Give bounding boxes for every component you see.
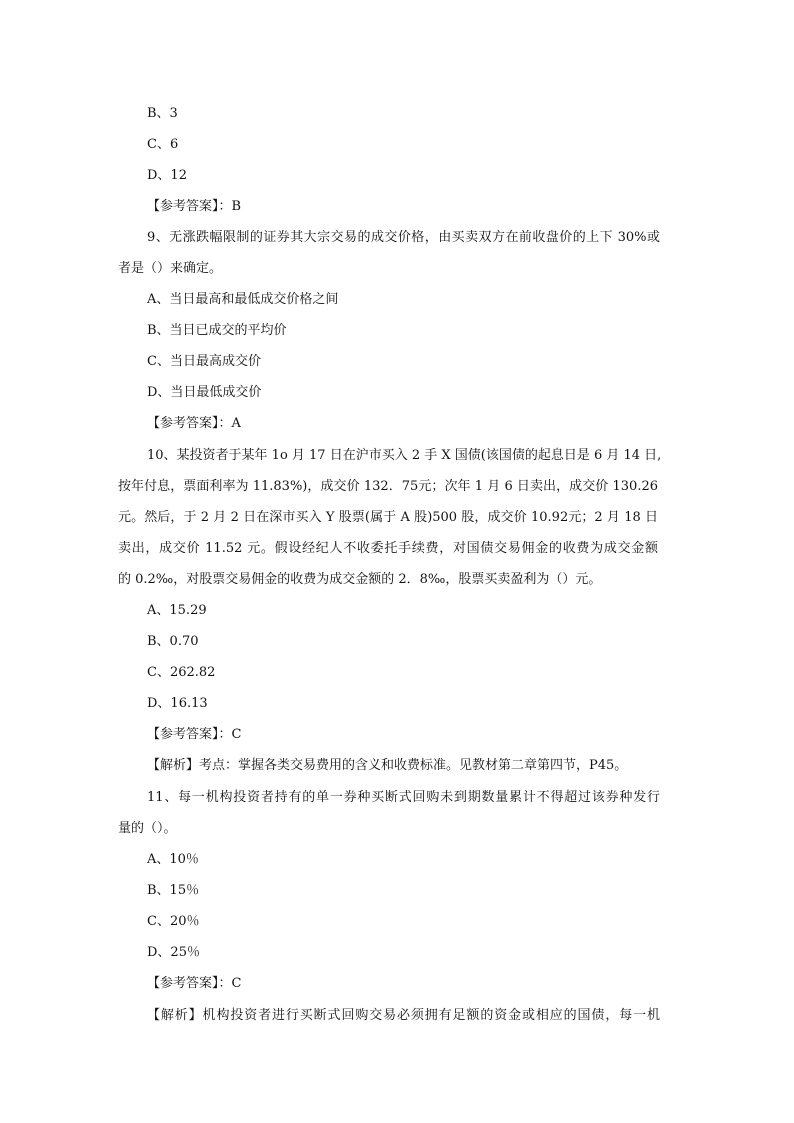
q10-answer: 【参考答案】：C — [147, 727, 242, 742]
q11-option-a: A、10％ — [147, 852, 199, 867]
q10-stem-line-2: 按年付息，票面利率为 11.83%)，成交价 132．75元；次年 1 月 6 日卖出，成交价 130.26 — [118, 479, 658, 494]
q11-stem-line-2: 量的（）。 — [118, 821, 177, 836]
q10-option-d: D、16.13 — [147, 696, 208, 711]
q11-option-b: B、15％ — [147, 883, 200, 898]
q11-option-c: C、20％ — [147, 914, 200, 929]
q8-answer: 【参考答案】：B — [147, 199, 242, 214]
q9-answer: 【参考答案】：A — [147, 416, 241, 431]
q10-option-c: C、262.82 — [147, 665, 216, 680]
q10-stem-line-1: 10、某投资者于某年 1o 月 17 日在沪市买入 2 手 X 国债(该国债的起息日是 6 月 14 日, — [147, 448, 662, 463]
q10-stem-line-4: 卖出，成交价 11.52 元。假设经纪人不收委托手续费，对国债交易佣金的收费为成交金额 — [118, 541, 658, 556]
q11-analysis: 【解析】机构投资者进行买断式回购交易必须拥有足额的资金或相应的国债，每一机 — [147, 1008, 660, 1023]
q9-option-a: A、当日最高和最低成交价格之间 — [147, 292, 339, 307]
q8-option-b: B、3 — [147, 106, 178, 121]
q11-answer: 【参考答案】：C — [147, 976, 242, 991]
q10-option-b: B、0.70 — [147, 634, 199, 649]
q9-stem-line-2: 者是（）来确定。 — [118, 261, 223, 276]
q9-option-c: C、当日最高成交价 — [147, 354, 261, 369]
q11-stem-line-1: 11、每一机构投资者持有的单一券种买断式回购未到期数量累计不得超过该券种发行 — [147, 790, 660, 805]
q9-stem-line-1: 9、无涨跌幅限制的证券其大宗交易的成交价格，由买卖双方在前收盘价的上下 30%或 — [147, 230, 660, 245]
q8-option-d: D、12 — [147, 168, 187, 183]
q10-stem-line-5: 的 0.2‰，对股票交易佣金的收费为成交金额的 2．8‰，股票买卖盈利为（）元。 — [118, 572, 602, 587]
q9-option-d: D、当日最低成交价 — [147, 385, 262, 400]
q9-option-b: B、当日已成交的平均价 — [147, 323, 287, 338]
q10-option-a: A、15.29 — [147, 603, 207, 618]
q10-stem-line-3: 元。然后，于 2 月 2 日在深市买入 Y 股票(属于 A 股)500 股，成交价 10.92元；2 月 18 日 — [118, 510, 658, 525]
q8-option-c: C、6 — [147, 137, 179, 152]
q10-analysis: 【解析】考点：掌握各类交易费用的含义和收费标准。见教材第二章第四节，P45。 — [147, 758, 628, 773]
q11-option-d: D、25％ — [147, 945, 200, 960]
